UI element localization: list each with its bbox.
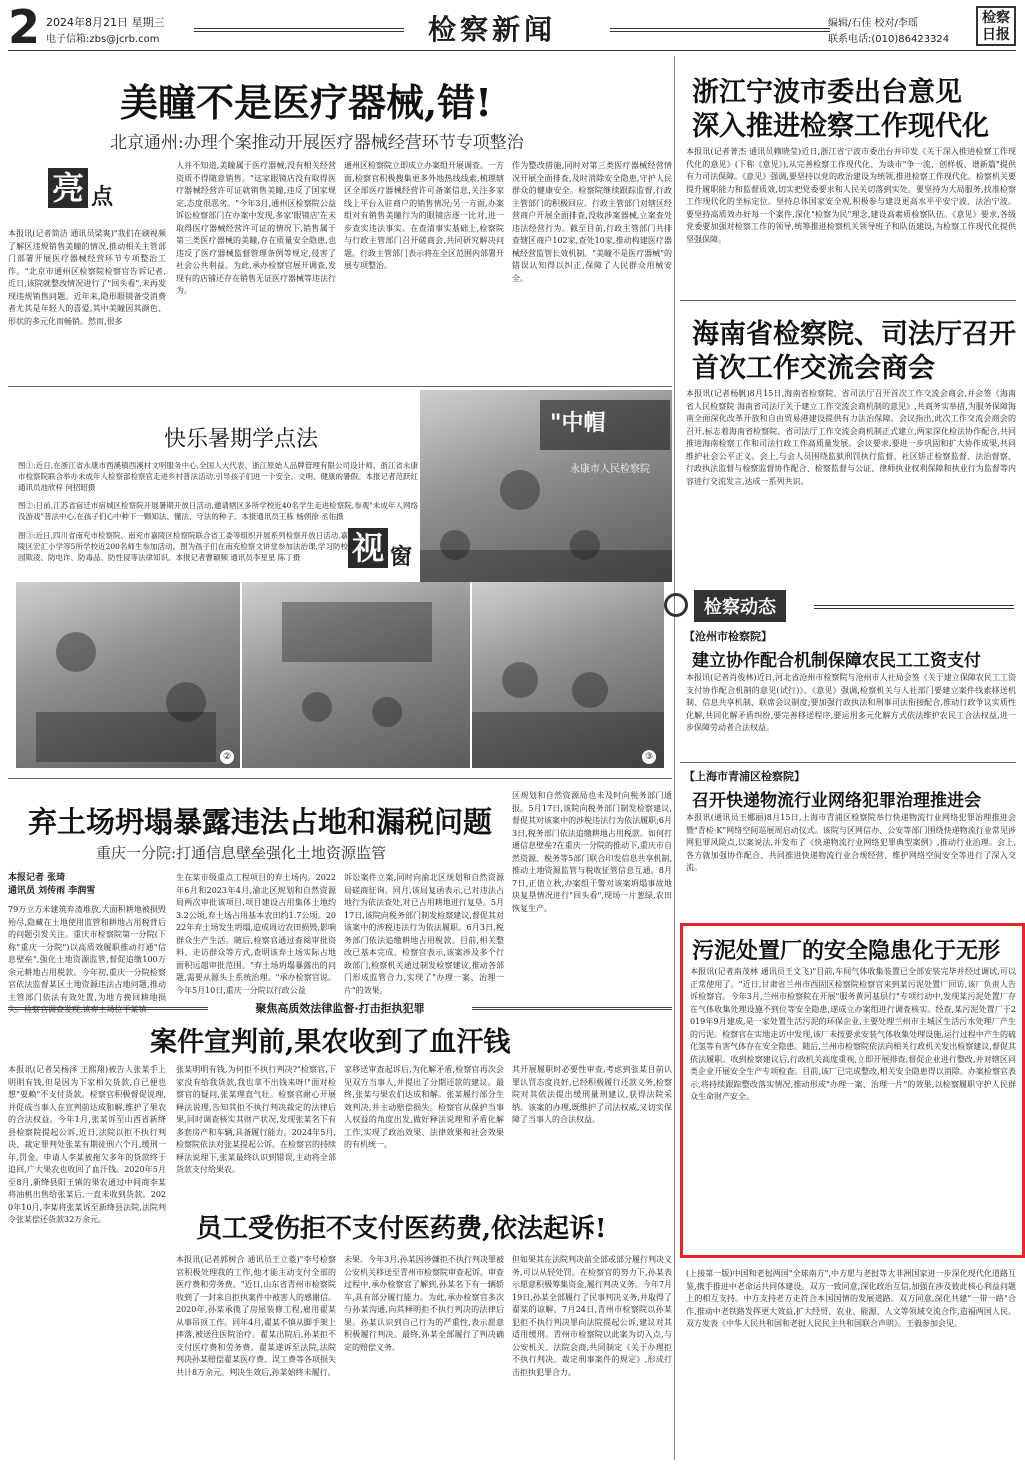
cangzhou-body: 本报讯(记者肖俊林)近日,河北省沧州市检察院与沧州市人社局会签《关于建立保障农民工工资支付协作配合机制的意见(试行)》。《意见》强调,检察机关与人社部门要建立案件线索移送机制、信息共享机制、联席会议制度;要加强行政执法和刑事司法衔接配合,推动行政争议实质性化解,共同化解矛盾纠纷,要完善移送程序,要运用多元化解方式依法维护农民工合法权益,进一步保障劳动者合法权益。 [686, 673, 1016, 732]
hainan-headline-line2[interactable]: 首次工作交流会商会 [692, 353, 935, 384]
summer-caption-3: 图③:近日,四川省南充市检察院、南充市嘉陵区检察院联合省工委等组织开展系列检察开放日活动,嘉陵区宏汇小学等5所学校近200名师生参加活动。图为孩子们在南充检察文讲堂参加法治课,学习防校园欺凌、防电诈、防毒品、防性侵等法律知识。本报记者曹颖频 通讯员李星星 陈丁摄 [18, 531, 348, 562]
injury-case-headline[interactable]: 员工受伤拒不支付医药费,依法起诉! [196, 1214, 607, 1244]
landfill-col4: 区规划和自然资源局也未及时向税务部门通报。5月17日,该院向税务部门制发检察建议,督促其对该案中的涉税违法行为依法履职;6月3日,税务部门依法追缴耕地占用税款。如何打通信息壁垒?在重庆一分院的推动下,重庆市自然资源、税务等5部门联合印发信息共享机制,推动土地资源监管与税收征管信息互通。8月7日,正值立秋,办案组干警对该案坍塌事故地块复垦情况进行"回头看",现场一片葱绿,农田恢复生产。 [512, 791, 672, 913]
newspaper-logo: 检察日报 [976, 6, 1016, 46]
top-story-headline[interactable]: 美瞳不是医疗器械,错! [120, 80, 492, 125]
sludge-headline[interactable]: 污泥处置厂的安全隐患化于无形 [692, 938, 1001, 964]
photo-window-badge: 视 [348, 528, 388, 568]
target-icon [664, 593, 688, 617]
landfill-byline-reporter: 本报记者 张琦 [8, 873, 66, 883]
photo-window-badge-suffix: 窗 [390, 544, 413, 570]
landfill-col3: 诉讼案件立案,同时向渝北区规划和自然资源局磋商征询。同月,该局复函表示,已对违法占地行为依法查处,对已占用耕地进行复垦。5月17日,该院向税务部门制发检察建议,督促其对该案中的涉税违法行为依法履职。6月3日,税务部门依法追缴耕地占用税款。目前,相关整改已基本完成。检察官表示,该案涉及多个行政部门,检察机关通过制发检察建议,推动各部门形成监管合力,实现了"办理一案、治理一片"的效果。 [344, 873, 504, 995]
highlight-badge: 亮 [48, 168, 88, 208]
section-divider [8, 778, 672, 779]
contact-email[interactable]: 电子信箱:zbs@jcrb.com [46, 34, 160, 45]
farmer-case-col1: 本报讯(记者吴杨泽 王熙翔)被告人张某手上明明有钱,但是因为下家相欠货款,自己便也想"耍赖"不支付货款。检察官积极督促说理,并促成当事人在宣判前达成和解,维护了果农的合法权益。今年1月,张某诉至山西省新绛县检察院提起公诉,近日,法院以拒不执行判决、裁定罪判处张某有期徒刑六个月,缓刑一年,罚金。申请人李某被拖欠多年的货款终于追回,广大果农也收回了血汗钱。2020年5月至8月,新绛县阳王镇的果农通过中间商李某将油桃出售给张某后,一直未收到货款。2020年10月,李某将张某诉至新绛县法院,法院判令张某偿还货款32万余元。 [8, 1065, 166, 1224]
injury-case-col3: 但如果其在法院判决前全部或部分履行判决义务,可以从轻处罚。在检察官的努力下,孙某表示愿意积极筹集资金,履行判决义务。今年7月19日,孙某全部履行了民事判决义务,并取得了翟某的谅解。7月24日,青州市检察院以孙某犯拒不执行判决罪向法院提起公诉,建议对其适用缓刑。青州市检察院以此案为切入点,与公安机关、法院会商,共同制定《关于办理拒不执行判决、裁定刑事案件的规定》,形成打击拒执犯罪合力。 [512, 1255, 672, 1377]
masthead [8, 0, 1016, 54]
ningbo-headline-line1[interactable]: 浙江宁波市委出台意见 [692, 77, 962, 108]
summer-photo-banner: "中帽 [550, 410, 606, 436]
farmer-case-col4: 其开展履职时必要性审查,考虑到张某目前认罪认罚态度良好,已经积极履行还款义务,检察院对其依法提出缓刑量刑建议,获得法院采纳。该案的办理,既维护了司法权威,又切实保障了当事人的合法权益。 [512, 1065, 672, 1124]
top-story-col4: 作为整改措施,同时对第三类医疗器械经营情况开展全面排查,及时消除安全隐患,守护人民群众的健康安全。检察院继续跟踪监督,行政主管部门的积极回应。行政主管部门对辖区经营商户开展全面排查,没收涉案器械,立案查处违法经营行为。截至目前,行政主管部门共排查辖区商户102家,查处10家,推动构建医疗器械经营监管长效机制。"美瞳不是医疗器械"的错误认知得以纠正,保障了人民群众用械安全。 [512, 161, 672, 283]
landfill-subhead: 重庆一分院:打通信息壁垒强化土地资源监管 [96, 844, 387, 862]
contact-phone: 联系电话:(010)86423324 [828, 34, 950, 45]
landfill-headline[interactable]: 弃土场坍塌暴露违法占地和漏税问题 [28, 805, 493, 839]
masthead-rule-left [194, 28, 404, 32]
page-number: 2 [8, 0, 41, 54]
farmer-case-col2: 张某明明有钱,为何拒不执行判决?"检察官,下家没有给我货款,我也拿不出钱来呀!"面对检察官的疑问,张某理直气壮。检察官耐心开展释法说理,告知其拒不执行判决裁定的法律后果,同时调查核实其财产状况,发现张某名下有多套房产和车辆,具备履行能力。2024年5月,检察院依法对张某提起公诉。在检察官的持续释法说理下,张某最终认识到错误,主动将全部货款支付给果农。 [176, 1065, 336, 1174]
qingpu-headline[interactable]: 召开快递物流行业网络犯罪治理推进会 [692, 791, 981, 811]
section-divider [680, 762, 1016, 763]
qingpu-source: 【上海市青浦区检察院】 [684, 770, 805, 783]
summer-feature-title[interactable]: 快乐暑期学点法 [164, 427, 319, 452]
summer-caption-1: 图①:近日,在浙江省永康市西溪镇西溪村文明服务中心,全国人大代表、浙江原始人品牌管理有限公司设计师、浙江省永康市检察院联合举办未成年人检察部检察官走进乡村普法活动,引导孩子们进一个安全、文明、健康的暑假。本报记者范跃红 通讯员池欣梓 何招昭摄 [18, 461, 418, 492]
masthead-divider [8, 50, 1016, 51]
landfill-byline [8, 872, 166, 900]
top-story-col1: 本报讯(记者简洁 通讯员梁爽)"我们在刷视频了解区违规销售美瞳的情况,推动相关主管部门部署开展医疗器械经营环节专项整治工作。"北京市通州区检察院检察官告诉记者,近日,该院就整改情况进行了"回头看",未再发现违规销售问题。近年来,隐形眼镜备受消费者尤其是年轻人的喜爱,其中美瞳因其颜色、形状的多元化而畅销。然而,很多 [8, 229, 166, 326]
hainan-body: 本报讯(记者杨帆)8月15日,海南省检察院、省司法厅召开首次工作交流会商会,并会签《海南省人民检察院 海南省司法厅关于建立工作交流会商机制的意见》,共商务实举措,为服务保障海南全面深化改革开放和自由贸易港建设提供有力法治保障。会议指出,此次工作交流会商会的召开,标志着海南省检察院、省司法厅工作交流会商机制正式建立,两家深化检法协作配合,共同推进海南检察工作和司法行政工作高质量发展。会议要求,要进一步巩固和扩大协作成果,共同维护社会公平正义。会上,与会人员围绕监狱刑罚执行监督、社区矫正检察监督、法治督察、行政执法监督与检察监督协作配合、检察监督与公证、律师执业权利保障和执业行为监督等内容进行交流发言,达成一系列共识。 [686, 389, 1016, 486]
injury-case-col1: 本报讯(记者郭树合 通讯员王立菱)"李号检察官积极处理我的工作,他才能主动支付全部的医疗费和劳务费。"近日,山东省青州市检察院收到了一封来自拒执案件中被害人的感谢信。2020年,孙某承揽了房屋装修工程,雇用翟某从事吊顶工作。同年4月,翟某不慎从脚手架上摔落,被送往医院治疗。翟某出院后,孙某拒不支付医疗费和劳务费。翟某遂诉至法院,法院判决孙某赔偿翟某医疗费、误工费等各项损失共计8万余元。判决生效后,孙某始终未履行。 [176, 1255, 336, 1377]
hainan-headline-line1[interactable]: 海南省检察院、司法厅召开 [692, 319, 1016, 350]
section-divider [8, 386, 672, 387]
summer-photo-3[interactable] [242, 582, 470, 768]
top-story-col3: 通州区检察院立即成立办案组开展调查。一方面,检察官积极搜集更多外地热线线索,梳理辖区全部医疗器械经营许可备案信息,关注多家线上平台入驻商户的销售情况;另一方面,办案组对有销售美瞳行为的眼镜店逐一比对,进一步查实违法事实。在查清事实基础上,检察院与行政主管部门召开磋商会,共同研究解决问题。行政主管部门表示将在全区范围内部署开展专项整治。 [344, 161, 504, 270]
editor-credits: 编辑/石佳 校对/李瑶 [828, 18, 918, 29]
summer-caption-2: 图②:日前,江苏省宿迁市宿城区检察院开展暑期开放日活动,邀请辖区多所学校近40名学生走进检察院,参观"未成年人网络没游戏"普法中心,在孩子们心中种下一颗知法、懂法、守法的种子。本报通讯员王栋 杨朔徐 丞佑摄 [18, 501, 418, 521]
column-divider [674, 56, 675, 1460]
continued-from-front: (上接第一版)中国和老挝两国"全球南方",中方愿与老挝等大非洲国家进一步深化现代化道路互鉴,携手推进中老命运共同体建设。双方一致同意,深化政治互信,加强在涉及彼此核心利益问题上的相互支持。中方支持老方走符合本国国情的发展道路。双方同意,深化共建"一带一路"合作,推动中老铁路发挥更大效益,扩大经贸、农业、能源、人文等领域交流合作,造福两国人民。双方发表《中华人民共和国和老挝人民民主共和国联合声明》。王毅参加会见。 [686, 1269, 1016, 1328]
summer-photo-1[interactable] [420, 390, 672, 582]
qingpu-body: 本报讯(通讯员王娜丽)8月15日,上海市青浦区检察院举行快递物流行业网络犯罪治理推进会暨"青检·K"网络空间巡展周启动仪式。该院与区网信办、公安等部门围绕快递物流行业常见涉网犯罪风险点,以案说法,并发布了《快递物流行业网络犯罪典型案例》,推动行业治理。会上,各方就加强协作配合、共同推进快递物流行业合规经营、维护网络空间安全等进行了深入交流。 [686, 813, 1016, 872]
summer-photo-4[interactable]: ③ [472, 582, 664, 768]
ningbo-body: 本报讯(记者菁杰 通讯员赖晓莹)近日,浙江省宁波市委出台并印发《关于深入推进检察工作现代化的意见》(下称《意见》),从完善检察工作现代化、为谈市"争一流、创样板、谱新篇"提供有力司法保障。《意见》强调,要坚持以党的政治建设为统领,推进检察工作现代化。检察机关要提升履职能力和监督质效,切实把党委要求和人民关切落到实处。要坚持为大局服务,找准检察工作现代化的坐标定位。坚持总体国家安全观,积极参与建设更高水平平安宁波、法治宁波。要坚持高质效办好每一个案件,深化"检察为民"理念,建设高素质检察队伍。《意见》要求,各级党委要加强对检察工作的领导,统筹推进检察机关领导班子和队伍建设,为检察工作现代化提供坚强保障。 [686, 147, 1016, 244]
injury-case-col2: 未果。今年3月,孙某因涉嫌拒不执行判决罪被公安机关移送至青州市检察院审查起诉。审查过程中,承办检察官了解到,孙某名下有一辆轿车,具有部分履行能力。为此,承办检察官多次与孙某沟通,向其释明拒不执行判决的法律后果。孙某认识到自己行为的严重性,表示愿意积极履行判决。最终,孙某全部履行了判决确定的赔偿义务。 [344, 1255, 504, 1352]
summer-photo-banner-sub: 永康市人民检察院 [570, 464, 650, 475]
news-brief-rule [814, 605, 1014, 609]
section-divider [680, 300, 1016, 301]
landfill-byline-correspondent: 通讯员 刘传雨 李润雪 [8, 886, 96, 896]
landfill-col1: 79万立方米建筑弃渣堆放,大面积耕地被损毁殆尽,隐藏在土地使用监管和耕地占用税背后的问题引发关注。重庆市检察院第一分院(下称"重庆一分院")以高质效履职推动打通"信息壁垒",强化土地资源监管,督促追缴100万余元耕地占用税款。今年初,重庆一分院检察官依法监督某区土地资源违法占地问题,推动主管部门依法有效处置,为地方挽回耕地损失。检察官调查发现,该弃土场位于某镇 [8, 905, 166, 1014]
ningbo-headline-line2[interactable]: 深入推进检察工作现代化 [692, 111, 989, 142]
issue-date: 2024年8月21日 星期三 [46, 16, 165, 29]
farmer-case-col3: 家移送审查起诉后,为化解矛盾,检察官再次会见双方当事人,并提出了分期还款的建议。最终,张某与果农们达成和解。张某履行部分生效判决,并主动赔偿损失。检察官从保护当事人权益的角度出发,做好释法说理和矛盾化解工作,实现了政治效果、法律效果和社会效果的有机统一。 [344, 1065, 504, 1149]
farmer-case-headline[interactable]: 案件宣判前,果农收到了血汗钱 [150, 1027, 511, 1058]
cangzhou-source: 【沧州市检察院】 [684, 630, 772, 643]
news-brief-section-tag [664, 590, 1016, 620]
masthead-rule-right [610, 28, 830, 32]
special-topic-banner: 聚焦高质效法律监督·打击拒执犯罪 [8, 1000, 672, 1014]
cangzhou-headline[interactable]: 建立协作配合机制保障农民工工资支付 [692, 651, 981, 671]
highlight-badge-suffix: 点 [91, 184, 114, 210]
summer-photo-2[interactable]: ② [16, 582, 240, 768]
top-story-col2: 人并不知道,美瞳属于医疗器械,没有相关经营资质不得随意销售。"这家眼镜店没有取得医疗器械经营许可证就销售美瞳,违反了国家规定,态度很恶劣。"今年3月,通州区检察院公益诉讼检察部门在办案中发现,多家'眼镜店'在未取得医疗器械经营许可证的情况下,销售属于第三类医疗器械的美瞳,存在质量安全隐患,也违反了医疗器械监督管理条例等规定,侵害了社会公共利益。为此,承办检察官展开调查,发现有的店铺还存在销售无证医疗器械等违法行为。 [176, 161, 336, 295]
landfill-col2: 生在某市级重点工程项目的弃土场内。2022年6月和2023年4月,渝北区规划和自然资源局两次审批该项目,项目建设占用集体土地约3.2公顷,弃土场占用基本农田约1.7公顷。2022年弃土场发生坍塌,造成周边农田损毁,影响群众生产生活。随后,检察官通过查阅审批资料、走访群众等方式,查明该弃土场实际占地面积远超审批范围。"弃土场坍塌暴露出的问题,需要从源头上系统治理。"承办检察官说。今年5月10日,重庆一分院以行政公益 [176, 873, 336, 995]
top-story-subhead: 北京通州:办理个案推动开展医疗器械经营环节专项整治 [110, 133, 524, 153]
sludge-body: 本报讯(记者南茂林 通讯员王文飞)"目前,车间气体收集装置已全部安装完毕并经过调试,可以正常使用了。"近日,甘肃省兰州市西固区检察院检察官来到某污泥处置厂回访,该厂负责人告诉检察官。今年3月,兰州市检察院在开展"服务黄河基层行"专项行动中,发现某污泥处置厂存在气体收集处理设施不到位等安全隐患,遂成立办案组进行调查核实。经查,某污泥处置厂于2019年9月建成,是一家处置生活污泥的环保企业,主要处理兰州市主城区生活污水处理厂产生的污泥。检察官在实地走访中发现,该厂未按要求安装气体收集处理设施,运行过程中产生的硫化氢等有害气体存在安全隐患。随后,兰州市检察院依法向相关行政机关发出检察建议,督促其依法履职。收到检察建议后,行政机关高度重视,立即开展排查,督促企业进行整改,并对辖区同类企业开展安全生产专项检查。目前,该厂已完成整改,相关安全隐患得以消除。办案检察官表示,将持续跟踪整改落实情况,推动形成"办理一案、治理一片"的效果,以检察履职守护人民群众生命财产安全。 [690, 967, 1016, 1101]
section-title: 检察新闻 [428, 13, 557, 46]
news-brief-label: 检察动态 [694, 590, 786, 622]
